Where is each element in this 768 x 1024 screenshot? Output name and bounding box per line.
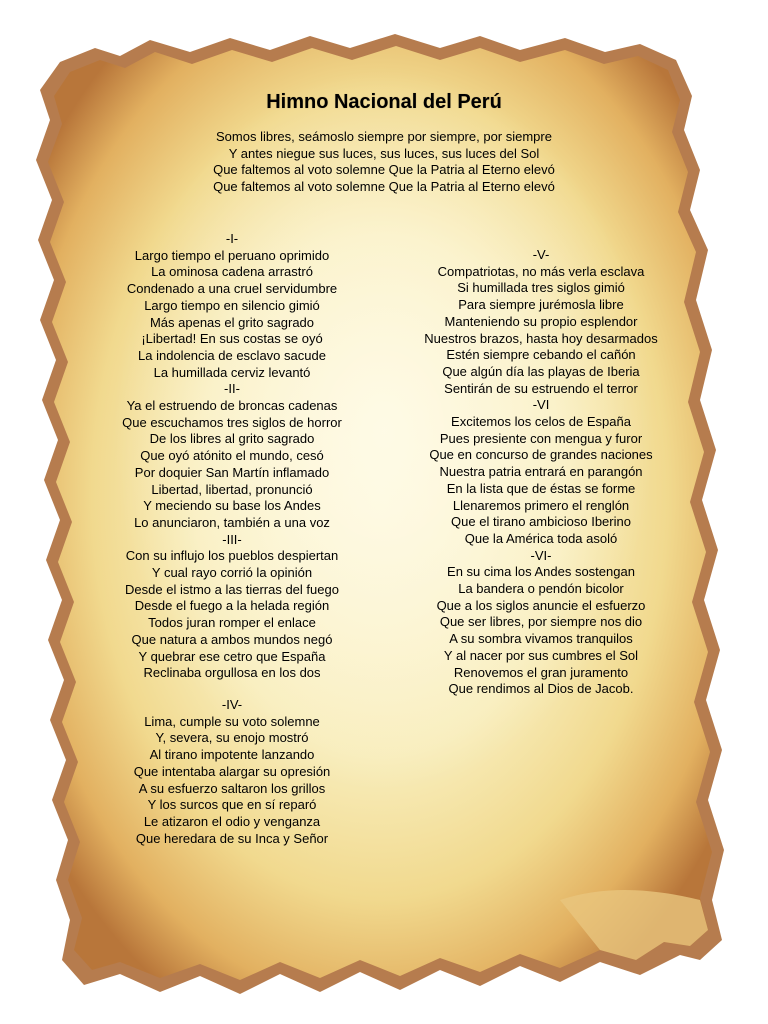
verse-line: Sentirán de su estruendo el terror: [444, 380, 638, 396]
verse-line: A su sombra vivamos tranquilos: [449, 631, 633, 647]
verse-line: Y los surcos que en sí reparó: [147, 797, 317, 813]
verse-line: Nuestra patria entrará en parangón: [439, 464, 643, 480]
verse-line: Que ser libres, por siempre nos dio: [439, 614, 643, 630]
verse-line: Pues presiente con mengua y furor: [439, 430, 643, 446]
chorus-line: Y antes niegue sus luces, sus luces, sus luces del Sol: [228, 145, 540, 161]
verse-line: ¡Libertad! En sus costas se oyó: [141, 331, 323, 347]
verse-line: Largo tiempo en silencio gimió: [144, 297, 320, 313]
stanza-gap: [102, 682, 362, 697]
verse-line: Que escuchamos tres siglos de horror: [122, 414, 342, 430]
verse-line: Libertad, libertad, pronunció: [151, 481, 313, 497]
verse-line: Que a los siglos anuncie el esfuerzo: [436, 597, 646, 613]
chorus: [0, 129, 768, 196]
verse-line: Y al nacer por sus cumbres el Sol: [443, 647, 639, 663]
verse-line: De los libres al grito sagrado: [149, 431, 315, 447]
verse-line: Y meciendo su base los Andes: [143, 498, 321, 514]
verses-right-column: [396, 247, 686, 698]
verse-line: A su esfuerzo saltaron los grillos: [138, 780, 326, 796]
verse-line: Excitemos los celos de España: [451, 414, 631, 430]
verse-line: Más apenas el grito sagrado: [149, 314, 315, 330]
verse-line: La indolencia de esclavo sacude: [138, 347, 326, 363]
verse-heading: -III-: [222, 531, 242, 547]
verse-line: Y quebrar ese cetro que España: [138, 648, 326, 664]
verse-line: Con su influjo los pueblos despiertan: [125, 548, 339, 564]
verse-line: Desde el fuego a la helada región: [134, 598, 330, 614]
verse-line: Todos juran romper el enlace: [148, 615, 316, 631]
verse-line: Para siempre jurémosla libre: [458, 297, 624, 313]
verse-line: La humillada cerviz levantó: [153, 364, 311, 380]
verse-line: Que heredara de su Inca y Señor: [135, 830, 329, 846]
verse-line: Condenado a una cruel servidumbre: [126, 281, 338, 297]
verse-heading: -IV-: [221, 696, 243, 712]
verse-line: Y cual rayo corrió la opinión: [151, 565, 313, 581]
chorus-line: Que faltemos al voto solemne Que la Patria al Eterno elevó: [213, 162, 555, 178]
verse-line: Por doquier San Martín inflamado: [134, 464, 330, 480]
verse-heading: -I-: [225, 231, 239, 246]
verse-heading: -II-: [224, 381, 240, 397]
verse-heading: -V-: [532, 247, 550, 262]
verse-line: Lo anunciaron, también a una voz: [134, 514, 330, 530]
verses-left-column: [102, 231, 362, 847]
verse-line: En la lista que de éstas se forme: [446, 480, 636, 496]
verse-line: Que oyó atónito el mundo, cesó: [140, 448, 324, 464]
verse-line: Estén siempre cebando el cañón: [446, 347, 636, 363]
verse-line: En su cima los Andes sostengan: [447, 564, 635, 580]
verse-line: Que algún día las playas de Iberia: [442, 363, 640, 379]
chorus-line: Somos libres, seámoslo siempre por siempre, por siempre: [216, 129, 552, 144]
verse-line: Que el tirano ambicioso Iberino: [451, 514, 631, 530]
verse-line: Y, severa, su enojo mostró: [155, 730, 309, 746]
verse-line: Renovemos el gran juramento: [453, 664, 629, 680]
verse-line: Desde el istmo a las tierras del fuego: [125, 581, 339, 597]
verse-line: Que natura a ambos mundos negó: [131, 631, 333, 647]
verse-line: Compatriotas, no más verla esclava: [437, 263, 645, 279]
verse-line: Largo tiempo el peruano oprimido: [134, 247, 330, 263]
verse-line: Al tirano impotente lanzando: [149, 747, 315, 763]
verse-line: Que rendimos al Dios de Jacob.: [448, 681, 634, 697]
verse-line: Que en concurso de grandes naciones: [429, 447, 653, 463]
page-title: Himno Nacional del Perú: [266, 91, 502, 113]
verse-line: Manteniendo su propio esplendor: [444, 313, 638, 329]
verse-line: Le atizaron el odio y venganza: [143, 813, 321, 829]
verse-line: Que intentaba alargar su opresión: [133, 763, 331, 779]
verse-line: La bandera o pendón bicolor: [458, 581, 624, 597]
verse-line: Llenaremos primero el renglón: [452, 497, 630, 513]
verse-heading: -VI: [532, 397, 550, 413]
verse-line: La ominosa cadena arrastró: [151, 264, 313, 280]
verse-line: Reclinaba orgullosa en los dos: [143, 665, 321, 681]
verse-line: Lima, cumple su voto solemne: [144, 713, 320, 729]
verse-line: Nuestros brazos, hasta hoy desarmados: [424, 330, 658, 346]
verse-heading: -VI-: [530, 547, 552, 563]
verse-line: Si humillada tres siglos gimió: [457, 280, 625, 296]
chorus-line: Que faltemos al voto solemne Que la Patria al Eterno elevó: [213, 179, 555, 195]
verse-line: Que la América toda asoló: [464, 530, 618, 546]
verse-line: Ya el estruendo de broncas cadenas: [126, 398, 338, 414]
